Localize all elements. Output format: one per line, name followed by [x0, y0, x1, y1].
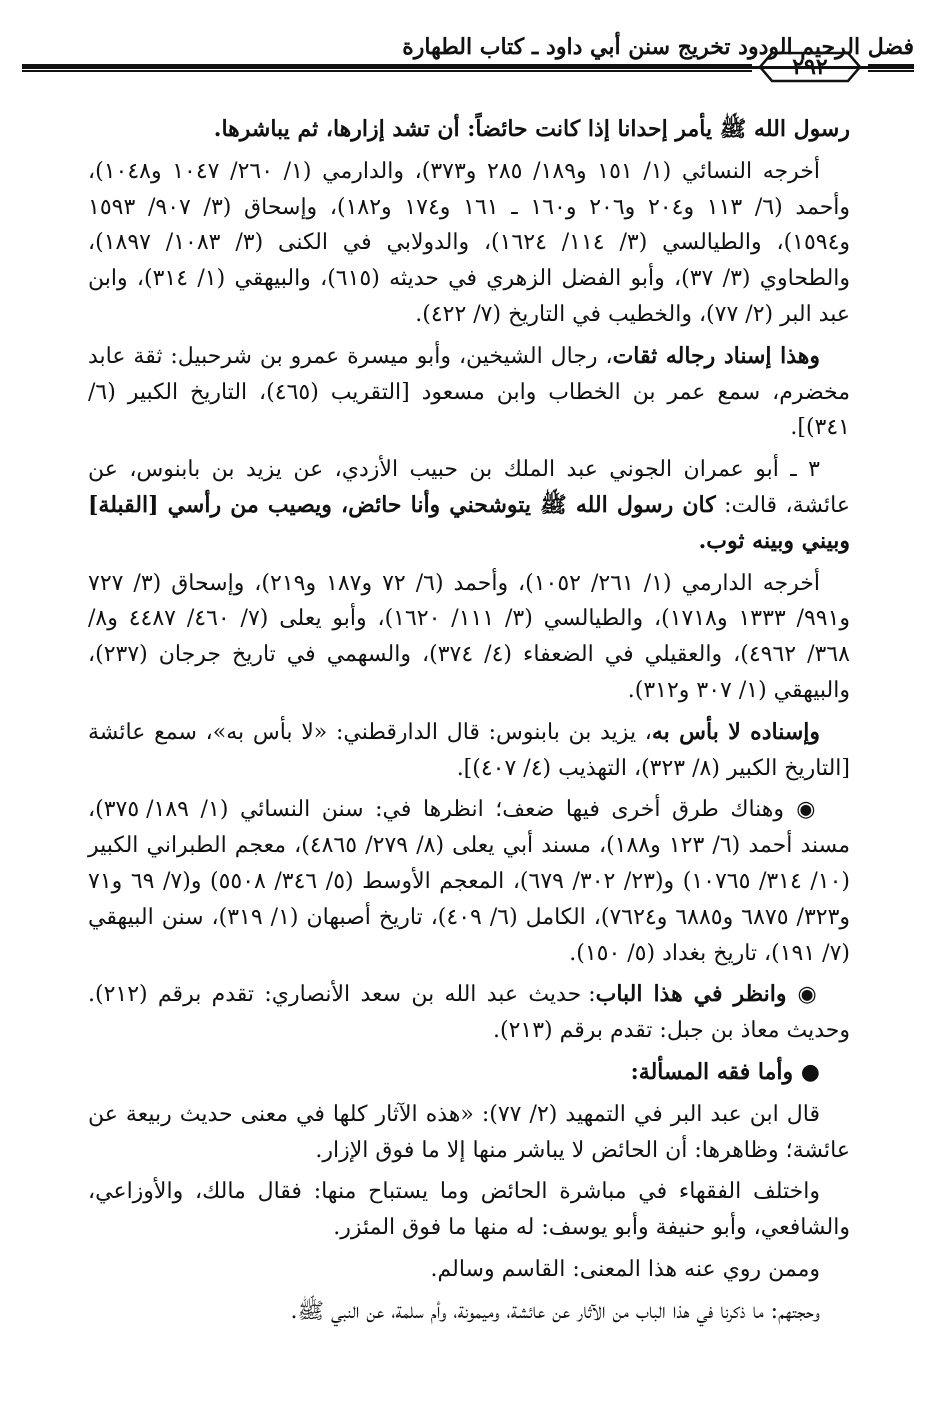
- text-run: أخرجه النسائي (١/ ١٥١ و١٨٩/ ٢٨٥ و٣٧٣)، والدارمي (١/ ٢٦٠/ ١٠٤٧ و١٠٤٨)، وأحمد (٦/ ١١٣ و٢٠٤ و٢٠٦ و١٦٠ ـ ١٦١ و١٧٤ و١٨٢)، وإسحاق (٣/ ٩٠٧/ ١٥٩٣ و١٥٩٤)، والطيالسي (٣/ ١١٤/ ١٦٢٤)، والدولابي في الكنى (٣/ ١٠٨٣/ ١٨٩٧)، والطحاوي (٣/ ٣٧)، وأبو الفضل الزهري في حديثه (٦١٥)، والبيهقي (١/ ٣١٤)، وابن عبد البر (٢/ ٧٧)، والخطيب في التاريخ (٧/ ٤٢٢).: [88, 158, 851, 327]
- paragraph: [88, 112, 850, 148]
- paragraph: [88, 339, 850, 446]
- page-number-box: [758, 50, 862, 84]
- bold-text: وهذا إسناد رجاله ثقات: [612, 342, 820, 369]
- text-run: وهناك طرق أخرى فيها ضعف؛ انظرها في: سنن النسائي (١/ ١٨٩/ ٣٧٥)، مسند أحمد (٦/ ١٢٣ و١٨٨)، مسند أبي يعلى (٨/ ٢٧٩/ ٤٨٦٥)، معجم الطبراني الكبير (١٠/ ٣١٤/ ١٠٧٦٥) و(٢٣/ ٣٠٢/ ٦٧٩)، المعجم الأوسط (٥/ ٣٤٦/ ٥٥٠٨) و(٧/ ٦٩ و٧١ و٣٢٣/ ٦٨٧٥ و٦٨٨٥ و٧٦٢٤)، الكامل (٦/ ٤٠٩)، تاريخ أصبهان (١/ ٣١٩)، سنن البيهقي (٧/ ١٩١)، تاريخ بغداد (٥/ ١٥٠).: [88, 797, 851, 966]
- text-run: ، رجال الشيخين، وأبو ميسرة عمرو بن شرحبيل: ثقة عابد مخضرم، سمع عمر بن الخطاب وابن مسعود [التقريب (٤٦٥)، التاريخ الكبير (٦/ ٣٤١)].: [88, 343, 851, 441]
- text-run: واختلف الفقهاء في مباشرة الحائض وما يستباح منها: فقال مالك، والأوزاعي، والشافعي، وأبو حنيفة وأبو يوسف: له منها ما فوق المئزر.: [88, 1179, 850, 1241]
- folio-rule-left: [22, 64, 752, 66]
- text-run: : حديث عبد الله بن سعد الأنصاري: تقدم برقم (٢١٢). وحديث معاذ بن جبل: تقدم برقم (٢١٣).: [88, 982, 850, 1044]
- folio-rule-left-2: [22, 70, 752, 72]
- bold-text: كان رسول الله ﷺ يتوشحني وأنا حائض، ويصيب من رأسي [القبلة] وبيني وبينه ثوب.: [88, 491, 850, 554]
- folio-bar: [22, 50, 914, 86]
- folio-rule-right-2: [868, 70, 914, 72]
- bold-text: وإسناده لا بأس به: [651, 718, 820, 745]
- paragraph: [88, 1252, 850, 1288]
- paragraph: [88, 715, 850, 787]
- text-run: قال ابن عبد البر في التمهيد (٢/ ٧٧): «هذه الآثار كلها في معنى حديث ربيعة عن عائشة؛ وظاهرها: أن الحائض لا يباشر منها إلا ما فوق الإزار.: [88, 1101, 850, 1163]
- bold-text: ◉: [784, 796, 821, 823]
- running-title: فضل الرحيم الودود تخريج سنن أبي داود ـ كتاب الطهارة: [402, 34, 914, 60]
- paragraph: [88, 1294, 850, 1330]
- paragraph: [88, 566, 850, 709]
- paragraph: [88, 1097, 850, 1169]
- text-run: وممن روي عنه هذا المعنى: القاسم وسالم.: [430, 1256, 820, 1282]
- text-run: وحجتهم: ما ذكرنا في هذا الباب من الآثار عن عائشة، وميمونة، وأم سلمة، عن النبي ﷺ.: [290, 1298, 820, 1324]
- paragraph: [88, 154, 850, 333]
- bold-text: ● وأما فقه المسألة:: [630, 1058, 820, 1085]
- folio-rule-right: [868, 64, 914, 66]
- bold-text: رسول الله ﷺ يأمر إحدانا إذا كانت حائضاً: أن تشد إزارها، ثم يباشرها.: [213, 116, 850, 142]
- text-run: ٣ ـ أبو عمران الجوني عبد الملك بن حبيب الأزدي، عن يزيد بن بابنوس، عن عائشة، قالت:: [88, 457, 850, 518]
- paragraph: [88, 792, 850, 971]
- paragraph: [88, 1055, 850, 1091]
- page-number: ٢٩٢: [792, 54, 828, 80]
- bold-text: ◉ وانظر في هذا الباب: [595, 981, 820, 1008]
- text-run: ، يزيد بن بابنوس: قال الدارقطني: «لا بأس به»، سمع عائشة [التاريخ الكبير (٨/ ٣٢٣)، التهذيب (٤/ ٤٠٧)].: [88, 719, 850, 781]
- paragraph: [88, 977, 850, 1049]
- paragraph: [88, 452, 850, 559]
- text-run: أخرجه الدارمي (١/ ٢٦١/ ١٠٥٢)، وأحمد (٦/ ٧٢ و١٨٧ و٢١٩)، وإسحاق (٣/ ٧٢٧ و٩٩١/ ١٣٣٣ و١٧١٨)، والطيالسي (٣/ ١١١/ ١٦٢٠)، وأبو يعلى (٧/ ٤٦٠/ ٤٤٨٧ و٨/ ٣٦٨/ ٤٩٦٢)، والعقيلي في الضعفاء (٤/ ٣٧٤)، والسهمي في تاريخ جرجان (٢٣٧)، والبيهقي (١/ ٣٠٧ و٣١٢).: [88, 570, 851, 703]
- main-text: [88, 112, 850, 1336]
- paragraph: [88, 1174, 850, 1246]
